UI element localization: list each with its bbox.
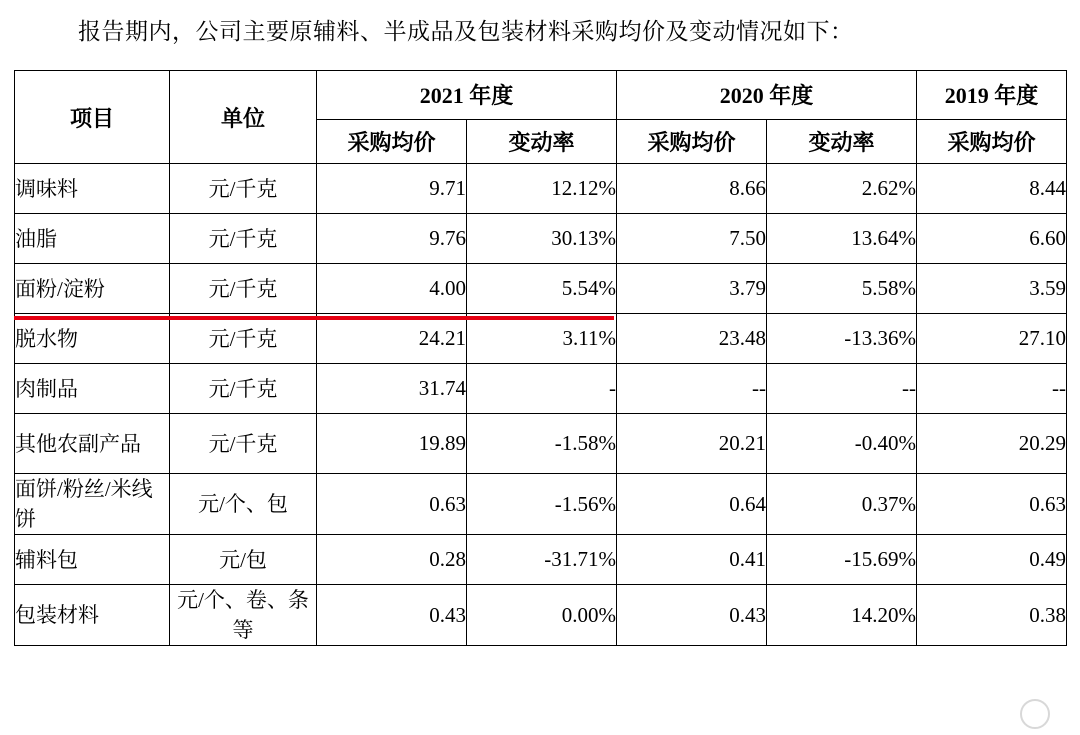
header-unit: 单位 — [170, 71, 317, 164]
row-2021-price: 0.63 — [317, 474, 467, 535]
row-2021-price: 24.21 — [317, 314, 467, 364]
table-row — [15, 585, 1067, 646]
row-2021-change: 3.11% — [467, 314, 617, 364]
row-item-label: 包装材料 — [15, 585, 170, 646]
row-2019-price: 3.59 — [917, 264, 1067, 314]
row-2020-price: 3.79 — [617, 264, 767, 314]
row-unit: 元/个、包 — [170, 474, 317, 535]
row-2019-price: 0.63 — [917, 474, 1067, 535]
table-row — [15, 214, 1067, 264]
row-2020-price: 20.21 — [617, 414, 767, 474]
row-2021-price: 9.76 — [317, 214, 467, 264]
row-2021-change: -31.71% — [467, 535, 617, 585]
row-2020-price: 7.50 — [617, 214, 767, 264]
row-2020-price: 0.64 — [617, 474, 767, 535]
row-2019-price: 0.38 — [917, 585, 1067, 646]
row-unit: 元/个、卷、条等 — [170, 585, 317, 646]
header-year-2019: 2019 年度 — [917, 71, 1067, 120]
row-2020-change: -13.36% — [767, 314, 917, 364]
row-2020-price: 8.66 — [617, 164, 767, 214]
header-2021-price: 采购均价 — [317, 119, 467, 163]
row-unit: 元/千克 — [170, 414, 317, 474]
row-item-label: 辅料包 — [15, 535, 170, 585]
header-2021-change: 变动率 — [467, 119, 617, 163]
row-item-label: 肉制品 — [15, 364, 170, 414]
row-unit: 元/千克 — [170, 264, 317, 314]
row-2021-price: 0.43 — [317, 585, 467, 646]
row-2020-change: 5.58% — [767, 264, 917, 314]
table-row — [15, 264, 1067, 314]
row-item-label: 面粉/淀粉 — [15, 264, 170, 314]
intro-paragraph: 报告期内，公司主要原辅料、半成品及包装材料采购均价及变动情况如下： — [78, 19, 854, 44]
table-row — [15, 364, 1067, 414]
row-2020-change: -0.40% — [767, 414, 917, 474]
table-row — [15, 414, 1067, 474]
row-2021-change: 30.13% — [467, 214, 617, 264]
header-item: 项目 — [15, 71, 170, 164]
table-row — [15, 314, 1067, 364]
row-2021-price: 19.89 — [317, 414, 467, 474]
row-2020-price: 0.43 — [617, 585, 767, 646]
row-2020-change: 2.62% — [767, 164, 917, 214]
row-2020-change: 14.20% — [767, 585, 917, 646]
row-2021-price: 4.00 — [317, 264, 467, 314]
watermark-logo-icon — [1020, 699, 1050, 729]
row-2021-change: - — [467, 364, 617, 414]
row-unit: 元/千克 — [170, 314, 317, 364]
table-header-row-1 — [15, 71, 1067, 120]
row-unit: 元/千克 — [170, 164, 317, 214]
row-2021-change: -1.56% — [467, 474, 617, 535]
row-2021-change: -1.58% — [467, 414, 617, 474]
row-item-label: 其他农副产品 — [15, 414, 170, 474]
row-unit: 元/包 — [170, 535, 317, 585]
row-unit: 元/千克 — [170, 214, 317, 264]
header-2019-price: 采购均价 — [917, 119, 1067, 163]
red-highlight-underline — [14, 316, 614, 320]
row-2019-price: 20.29 — [917, 414, 1067, 474]
row-item-label: 调味料 — [15, 164, 170, 214]
header-year-2021: 2021 年度 — [317, 71, 617, 120]
table-row — [15, 164, 1067, 214]
row-2020-change: -15.69% — [767, 535, 917, 585]
table-row — [15, 535, 1067, 585]
row-2020-price: -- — [617, 364, 767, 414]
row-2021-price: 0.28 — [317, 535, 467, 585]
row-2021-price: 31.74 — [317, 364, 467, 414]
row-2021-price: 9.71 — [317, 164, 467, 214]
header-year-2020: 2020 年度 — [617, 71, 917, 120]
intro-text — [0, 0, 1080, 56]
row-2019-price: -- — [917, 364, 1067, 414]
header-2020-change: 变动率 — [767, 119, 917, 163]
row-2021-change: 12.12% — [467, 164, 617, 214]
row-2019-price: 8.44 — [917, 164, 1067, 214]
procurement-price-table-wrapper — [14, 70, 1066, 646]
procurement-price-table — [14, 70, 1067, 646]
row-item-label: 脱水物 — [15, 314, 170, 364]
row-2019-price: 27.10 — [917, 314, 1067, 364]
table-row — [15, 474, 1067, 535]
row-2021-change: 0.00% — [467, 585, 617, 646]
row-2020-price: 23.48 — [617, 314, 767, 364]
row-item-label: 面饼/粉丝/米线饼 — [15, 474, 170, 535]
row-2019-price: 0.49 — [917, 535, 1067, 585]
row-2020-change: 0.37% — [767, 474, 917, 535]
row-2019-price: 6.60 — [917, 214, 1067, 264]
row-2020-change: -- — [767, 364, 917, 414]
header-2020-price: 采购均价 — [617, 119, 767, 163]
row-2021-change: 5.54% — [467, 264, 617, 314]
row-unit: 元/千克 — [170, 364, 317, 414]
row-2020-change: 13.64% — [767, 214, 917, 264]
row-item-label: 油脂 — [15, 214, 170, 264]
row-2020-price: 0.41 — [617, 535, 767, 585]
